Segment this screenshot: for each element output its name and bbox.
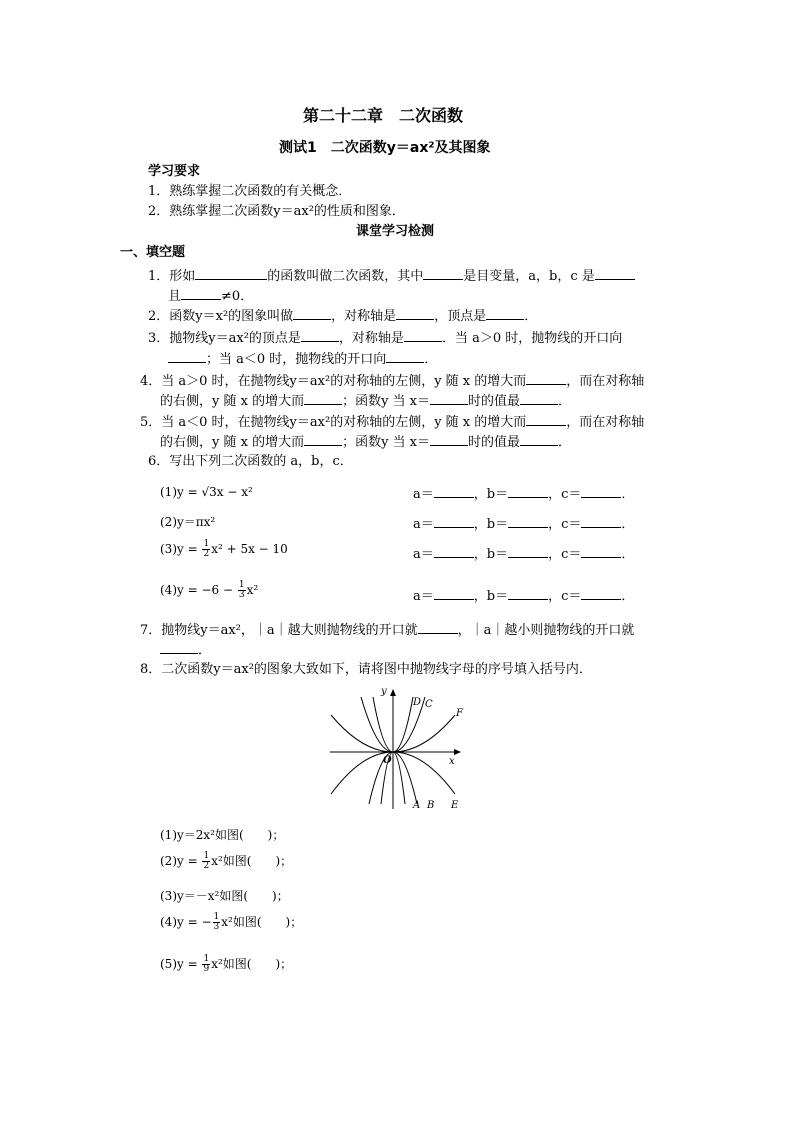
origin-label: O xyxy=(383,755,392,766)
part-heading: 一、填空题 xyxy=(120,245,186,260)
label-F: F xyxy=(456,708,463,719)
label-A: A xyxy=(413,800,421,811)
answer-blank[interactable] xyxy=(595,268,635,280)
answer-blank[interactable] xyxy=(430,393,468,405)
answer-blank[interactable] xyxy=(508,486,548,498)
q6-answer-row-1: a＝ ，b＝ ，c＝ ． xyxy=(413,487,635,502)
question-4-cont: 的右侧，y 随 x 的增大而 ；函数y 当 x＝ 时的值最 ． xyxy=(160,394,572,409)
answer-blank[interactable] xyxy=(293,308,331,320)
q8-item-5: (5)y = $\frac{1}{9}$ x²如图( )； xyxy=(160,954,293,974)
question-2: 2．函数y＝x²的图象叫做 ，对称轴是 ，顶点是 ． xyxy=(148,309,538,324)
answer-blank[interactable] xyxy=(404,330,442,342)
answer-blank[interactable] xyxy=(520,434,558,446)
y-axis-label: y xyxy=(381,686,387,697)
q6-item-2: (2)y＝πx² xyxy=(160,515,216,529)
answer-blank[interactable] xyxy=(520,393,558,405)
x-axis-arrow xyxy=(454,749,461,755)
q6-item-3: (3)y = $\frac{1}{2}$ x² + 5x − 10 xyxy=(160,539,288,559)
question-7: 7．抛物线y＝ax²，｜a｜越大则抛物线的开口就 ，｜a｜越小则抛物线的开口就 xyxy=(140,623,635,638)
q6-answer-row-2: a＝ ，b＝ ，c＝ ． xyxy=(413,517,635,532)
q6-item-1: (1)y = √3x − x² xyxy=(160,485,253,499)
test-title: 测试1 二次函数y＝ax²及其图象 xyxy=(279,140,491,156)
answer-blank[interactable] xyxy=(508,516,548,528)
answer-blank[interactable] xyxy=(430,434,468,446)
question-4: 4．当 a＞0 时，在抛物线y＝ax²的对称轴的左侧，y 随 x 的增大而 ，而在对称轴 xyxy=(140,374,645,389)
q6-answer-row-4: a＝ ，b＝ ，c＝ ． xyxy=(413,589,635,604)
requirements-heading: 学习要求 xyxy=(148,164,201,179)
q6-answer-row-3: a＝ ，b＝ ，c＝ ． xyxy=(413,547,635,562)
answer-blank[interactable] xyxy=(168,351,206,363)
y-axis-arrow xyxy=(390,689,396,696)
question-5-cont: 的右侧，y 随 x 的增大而 ；函数y 当 x＝ 时的值最 ． xyxy=(160,435,572,450)
answer-blank[interactable] xyxy=(396,308,434,320)
answer-blank[interactable] xyxy=(581,546,621,558)
answer-blank[interactable] xyxy=(434,516,474,528)
fraction: $\frac{1}{3}$ xyxy=(238,580,245,600)
label-C: C xyxy=(425,699,433,710)
answer-blank[interactable] xyxy=(434,588,474,600)
answer-blank[interactable] xyxy=(160,642,198,654)
answer-blank[interactable] xyxy=(418,622,458,634)
label-E: E xyxy=(451,800,459,811)
chapter-title: 第二十二章 二次函数 xyxy=(303,106,464,125)
question-1-cont: 且 ≠0． xyxy=(168,289,254,304)
answer-blank[interactable] xyxy=(434,486,474,498)
question-1: 1．形如 的函数叫做二次函数，其中 是目变量，a，b，c 是 xyxy=(148,268,635,283)
question-3: 3．抛物线y＝ax²的顶点是 ，对称轴是 ．当 a＞0 时，抛物线的开口向 xyxy=(148,331,623,346)
answer-blank[interactable] xyxy=(526,414,566,426)
answer-blank[interactable] xyxy=(386,351,424,363)
requirement-item: 2．熟练掌握二次函数y＝ax²的性质和图象． xyxy=(148,204,405,219)
answer-blank[interactable] xyxy=(434,546,474,558)
fraction: $\frac{1}{9}$ xyxy=(203,954,210,974)
answer-blank[interactable] xyxy=(304,434,342,446)
answer-blank[interactable] xyxy=(195,268,267,280)
requirement-item: 1．熟练掌握二次函数的有关概念． xyxy=(148,184,352,199)
answer-blank[interactable] xyxy=(508,546,548,558)
answer-blank[interactable] xyxy=(508,588,548,600)
fraction: $\frac{1}{3}$ xyxy=(213,912,220,932)
q6-item-4: (4)y = −6 − $\frac{1}{3}$ x² xyxy=(160,580,259,600)
answer-blank[interactable] xyxy=(304,393,342,405)
answer-blank[interactable] xyxy=(581,588,621,600)
fraction: $\frac{1}{2}$ xyxy=(203,851,210,871)
q8-item-3: (3)y＝－x²如图( )； xyxy=(160,889,289,903)
q8-item-4: (4)y = − $\frac{1}{3}$ x²如图( )； xyxy=(160,912,303,932)
x-axis-label: x xyxy=(449,756,455,767)
question-3-cont: ；当 a＜0 时，抛物线的开口向 ． xyxy=(168,351,437,366)
answer-blank[interactable] xyxy=(581,516,621,528)
answer-blank[interactable] xyxy=(526,373,566,385)
q8-item-1: (1)y＝2x²如图( )； xyxy=(160,828,285,842)
answer-blank[interactable] xyxy=(301,330,339,342)
question-6: 6．写出下列二次函数的 a，b，c． xyxy=(148,454,353,469)
answer-blank[interactable] xyxy=(423,268,463,280)
answer-blank[interactable] xyxy=(581,486,621,498)
fraction: $\frac{1}{2}$ xyxy=(203,539,210,559)
label-B: B xyxy=(427,800,435,811)
section-heading: 课堂学习检测 xyxy=(356,224,435,239)
answer-blank[interactable] xyxy=(181,288,221,300)
question-8: 8．二次函数y＝ax²的图象大致如下，请将图中抛物线字母的序号填入括号内． xyxy=(140,662,592,677)
q8-item-2: (2)y = $\frac{1}{2}$ x²如图( )； xyxy=(160,851,293,871)
question-7-cont: ． xyxy=(160,642,211,657)
label-D: D xyxy=(413,697,422,708)
answer-blank[interactable] xyxy=(486,308,524,320)
question-5: 5．当 a＜0 时，在抛物线y＝ax²的对称轴的左侧，y 随 x 的增大而 ，而在对称轴 xyxy=(140,415,645,430)
parabola-graph xyxy=(325,684,470,814)
